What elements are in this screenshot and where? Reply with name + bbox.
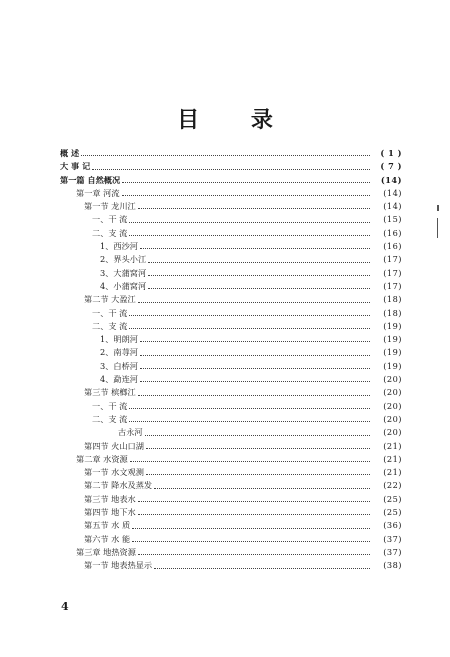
toc-entry-label: 第四节 地下水 xyxy=(84,507,136,518)
toc-entry-page: (19) xyxy=(383,360,402,371)
toc-entry-page: (18) xyxy=(383,294,402,305)
toc-entry-page: (14) xyxy=(383,201,402,212)
toc-entry-page: (25) xyxy=(383,493,402,504)
toc-entry-label: 2、南荨河 xyxy=(100,347,138,358)
margin-mark xyxy=(437,218,438,238)
toc-entry-label: 一、干 流 xyxy=(92,307,128,318)
toc-entry-label: 第四节 火山口湖 xyxy=(84,440,144,451)
toc-leader-dots xyxy=(129,396,370,409)
toc-leader-dots xyxy=(148,249,370,262)
toc-leader-dots xyxy=(81,143,370,156)
toc-leader-dots xyxy=(122,170,370,183)
toc-entry-page: (21) xyxy=(383,453,402,464)
toc-entry-page: (20) xyxy=(383,400,402,411)
toc-leader-dots xyxy=(122,183,370,196)
toc-entry-page: (17) xyxy=(383,254,402,265)
toc-leader-dots xyxy=(92,156,370,169)
toc-entry-page: (14) xyxy=(383,187,402,198)
toc-leader-dots xyxy=(154,475,370,488)
toc-entry-page: (20) xyxy=(383,387,402,398)
toc-entry-label: 第一节 水文观测 xyxy=(84,467,144,478)
toc-entry-page: (16) xyxy=(383,227,402,238)
toc-leader-dots xyxy=(146,462,370,475)
toc-leader-dots xyxy=(148,263,370,276)
toc-entry-label: 第三章 地热资源 xyxy=(76,546,136,557)
toc-entry-page: (19) xyxy=(383,320,402,331)
toc-leader-dots xyxy=(138,382,370,395)
toc-entry-label: 大 事 记 xyxy=(60,161,91,172)
toc-entry-page: (19) xyxy=(383,347,402,358)
toc-entry-label: 2、界头小江 xyxy=(100,254,147,265)
toc-entry-page: (17) xyxy=(383,267,402,278)
margin-mark xyxy=(437,205,439,211)
toc-entry-page: (19) xyxy=(383,334,402,345)
toc-entry-label: 1、明朗河 xyxy=(100,334,138,345)
toc-leader-dots xyxy=(145,422,370,435)
toc-entry-label: 第一节 龙川江 xyxy=(84,201,136,212)
toc-entry-label: 二、支 流 xyxy=(92,227,128,238)
toc-leader-dots xyxy=(138,542,370,555)
toc-leader-dots xyxy=(154,555,370,568)
toc-entry-page: (20) xyxy=(383,374,402,385)
toc-entry-label: 第一章 河流 xyxy=(76,187,120,198)
toc-leader-dots xyxy=(129,303,370,316)
toc-entry-label: 第二节 降水及蒸发 xyxy=(84,480,153,491)
toc-entry[interactable] xyxy=(0,559,450,572)
toc-entry-label: 1、西沙河 xyxy=(100,241,138,252)
toc-entry-label: 第三节 地表水 xyxy=(84,493,136,504)
toc-entry-page: (37) xyxy=(383,533,402,544)
toc-entry-label: 二、支 流 xyxy=(92,320,128,331)
table-of-contents xyxy=(0,147,450,573)
toc-entry-page: (36) xyxy=(383,520,402,531)
toc-entry-label: 4、勐连河 xyxy=(100,374,138,385)
toc-leader-dots xyxy=(146,436,370,449)
toc-entry-page: (38) xyxy=(383,560,402,571)
toc-entry-label: 概 述 xyxy=(60,148,80,158)
toc-entry-label: 4、小蒲窝河 xyxy=(100,280,147,291)
toc-entry-label: 第二章 水资源 xyxy=(76,453,128,464)
toc-leader-dots xyxy=(132,529,370,542)
toc-entry-page: (15) xyxy=(383,214,402,225)
toc-entry-label: 3、大蒲窝河 xyxy=(100,267,147,278)
toc-leader-dots xyxy=(138,196,370,209)
toc-entry-label: 第六节 水 能 xyxy=(84,533,131,544)
toc-leader-dots xyxy=(140,236,370,249)
toc-entry-page: (16) xyxy=(383,241,402,252)
toc-leader-dots xyxy=(132,515,370,528)
toc-leader-dots xyxy=(129,409,370,422)
toc-entry-page: (18) xyxy=(383,307,402,318)
toc-entry-label: 二、支 流 xyxy=(92,413,128,424)
toc-entry-label: 一、干 流 xyxy=(92,400,128,411)
toc-leader-dots xyxy=(138,502,370,515)
toc-entry-label: 第三节 槟榔江 xyxy=(84,387,136,398)
toc-entry-page: (22) xyxy=(383,480,402,491)
toc-leader-dots xyxy=(129,316,370,329)
toc-entry-page: ( 7 ) xyxy=(380,161,402,172)
toc-entry-page: (20) xyxy=(383,427,402,438)
toc-leader-dots xyxy=(140,356,370,369)
toc-entry-label: 3、白桥河 xyxy=(100,360,138,371)
toc-entry-page: (21) xyxy=(383,440,402,451)
page-title: 目 录 xyxy=(177,107,295,133)
toc-entry-page: (25) xyxy=(383,507,402,518)
toc-leader-dots xyxy=(129,209,370,222)
toc-entry-label: 第二节 大盈江 xyxy=(84,294,136,305)
toc-entry-page: (37) xyxy=(383,546,402,557)
page-number: 4 xyxy=(61,600,69,613)
toc-entry-page: (14) xyxy=(380,174,402,185)
toc-entry-page: (21) xyxy=(383,467,402,478)
toc-leader-dots xyxy=(140,329,370,342)
toc-leader-dots xyxy=(138,289,370,302)
toc-leader-dots xyxy=(129,223,370,236)
toc-leader-dots xyxy=(140,369,370,382)
toc-entry-page: (20) xyxy=(383,413,402,424)
toc-leader-dots xyxy=(138,489,370,502)
toc-entry-page: (17) xyxy=(383,280,402,291)
toc-leader-dots xyxy=(140,342,370,355)
toc-entry-label: 第一篇 自然概况 xyxy=(60,174,121,185)
toc-entry-page: ( 1 ) xyxy=(380,148,402,158)
toc-entry-label: 一、干 流 xyxy=(92,214,128,225)
toc-leader-dots xyxy=(148,276,370,289)
toc-entry-label: 古永河 xyxy=(118,427,143,438)
toc-entry-label: 第五节 水 质 xyxy=(84,520,131,531)
toc-leader-dots xyxy=(130,449,370,462)
toc-entry-label: 第一节 地表热显示 xyxy=(84,560,153,571)
